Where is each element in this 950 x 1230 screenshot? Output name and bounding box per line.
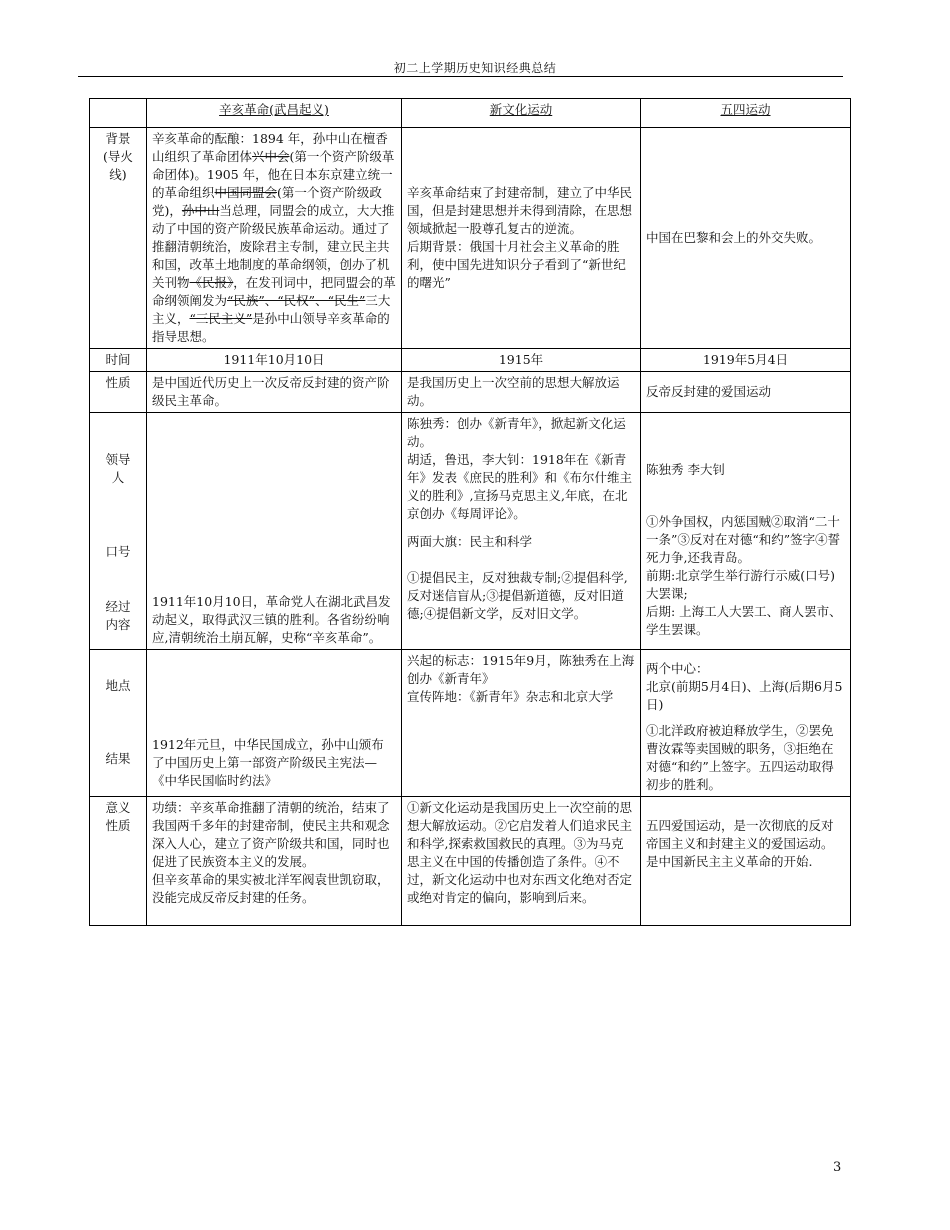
cell-time-xinhai: 1911年10月10日 bbox=[147, 349, 402, 372]
cell-nature-xinwenhua: 是我国历史上一次空前的思想大解放运动。 bbox=[402, 372, 641, 413]
cell-nature-wusi: 反帝反封建的爱国运动 bbox=[641, 372, 851, 413]
column-header-xinhai: 辛亥革命(武昌起义) bbox=[147, 99, 402, 128]
history-summary-table bbox=[89, 98, 851, 926]
row-label-significance: 意义 性质 bbox=[90, 797, 147, 926]
header-rule bbox=[78, 76, 843, 77]
cell-time-wusi: 1919年5月4日 bbox=[641, 349, 851, 372]
cell-significance-xinhai: 功绩：辛亥革命推翻了清朝的统治，结束了我国两千多年的封建帝制，使民主共和观念深入人心，建立了资产阶级共和国，同时也促进了民族资本主义的发展。 但辛亥革命的果实被北洋军阀袁世凯窃取，没能完成反帝反封建的任务。 bbox=[147, 797, 402, 926]
cell-significance-wusi: 五四爱国运动，是一次彻底的反对帝国主义和封建主义的爱国运动。是中国新民主主义革命的开始. bbox=[641, 797, 851, 926]
table-row-time bbox=[90, 349, 851, 372]
cell-time-xinwenhua: 1915年 bbox=[402, 349, 641, 372]
column-header-xinwenhua: 新文化运动 bbox=[402, 99, 641, 128]
column-header-wusi: 五四运动 bbox=[641, 99, 851, 128]
cell-leaders-xinhai: 1911年10月10日，革命党人在湖北武昌发动起义，取得武汉三镇的胜利。各省纷纷响应,清朝统治土崩瓦解，史称“辛亥革命”。 bbox=[147, 413, 402, 650]
row-label-leaders bbox=[90, 413, 147, 650]
row-label-background: 背景 (导火 线) bbox=[90, 128, 147, 349]
table-row-leaders bbox=[90, 413, 851, 650]
table-row-significance bbox=[90, 797, 851, 926]
table-header-row bbox=[90, 99, 851, 128]
label-leader-2: 人 bbox=[111, 470, 125, 485]
table-row-place-result bbox=[90, 650, 851, 797]
cell-background-xinwenhua: 辛亥革命结束了封建帝制，建立了中华民国，但是封建思想并未得到清除，在思想领域掀起一股尊孔复古的逆流。 后期背景：俄国十月社会主义革命的胜利，使中国先进知识分子看到了“新世纪的曙光” bbox=[402, 128, 641, 349]
cell-result-xinhai: 1912年元旦，中华民国成立，孙中山颁布了中国历史上第一部资产阶级民主宪法—《中华民国临时约法》 bbox=[147, 650, 402, 797]
cell-significance-xinwenhua: ①新文化运动是我国历史上一次空前的思想大解放运动。②它启发着人们追求民主和科学,探索救国救民的真理。③为马克思主义在中国的传播创造了条件。④不过，新文化运动中也对东西文化绝对否定或绝对肯定的偏向，影响到后来。 bbox=[402, 797, 641, 926]
cell-background-xinhai: 辛亥革命的酝酿：1894 年，孙中山在檀香山组织了革命团体兴中会(第一个资产阶级革命团体)。1905 年，他在日本东京建立统一的革命组织中国同盟会(第一个资产阶级政党)，孙中山当总理，同盟会的成立，大大推动了中国的资产阶级民族革命运动。通过了推翻清朝统治，废除君主专制，建立民主共和国，改革土地制度的革命纲领，创办了机关刊物《民报》，在发刊词中，把同盟会的革命纲领阐发为“民族”、“民权”、“民生”三大主义，“三民主义”是孙中山领导辛亥革命的指导思想。 bbox=[147, 128, 402, 349]
label-slogan: 口号 bbox=[105, 544, 131, 559]
label-process-2: 内容 bbox=[105, 617, 131, 632]
table-row-background bbox=[90, 128, 851, 349]
cell-nature-xinhai: 是中国近代历史上一次反帝反封建的资产阶级民主革命。 bbox=[147, 372, 402, 413]
table-row-nature bbox=[90, 372, 851, 413]
cell-background-wusi: 中国在巴黎和会上的外交失败。 bbox=[641, 128, 851, 349]
cell-place-result-wusi: 两个中心： 北京(前期5月4日)、上海(后期6月5日) ①北洋政府被迫释放学生，②罢免曹汝霖等卖国贼的职务，③拒绝在对德“和约”上签字。五四运动取得初步的胜利。 bbox=[641, 650, 851, 797]
row-label-place-result bbox=[90, 650, 147, 797]
page-header-title: 初二上学期历史知识经典总结 bbox=[393, 61, 557, 75]
label-leader-1: 领导 bbox=[105, 452, 131, 467]
row-label-nature: 性质 bbox=[90, 372, 147, 413]
label-result: 结果 bbox=[105, 751, 131, 766]
label-process-1: 经过 bbox=[105, 599, 131, 614]
cell-leaders-xinwenhua: 陈独秀：创办《新青年》，掀起新文化运动。 胡适，鲁迅，李大钊：1918年在《新青年》发表《庶民的胜利》和《布尔什维主义的胜利》,宣扬马克思主义,年底，在北京创办《每周评论》。 两面大旗：民主和科学 ①提倡民主，反对独裁专制;②提倡科学,反对迷信盲从;③提倡新道德，反对旧道德;④提倡新文学，反对旧文学。 bbox=[402, 413, 641, 650]
page-number: 3 bbox=[833, 1160, 842, 1175]
cell-leaders-wusi: 陈独秀 李大钊 ①外争国权，内惩国贼②取消“二十一条”③反对在对德“和约”签字④誓死力争,还我青岛。 前期:北京学生举行游行示威(口号)大罢课; 后期: 上海工人大罢工、商人罢市、学生罢课。 bbox=[641, 413, 851, 650]
cell-place-xinwenhua: 兴起的标志：1915年9月，陈独秀在上海创办《新青年》 宣传阵地：《新青年》杂志和北京大学 bbox=[402, 650, 641, 797]
corner-cell bbox=[90, 99, 147, 128]
label-place: 地点 bbox=[105, 678, 131, 693]
row-label-time: 时间 bbox=[90, 349, 147, 372]
